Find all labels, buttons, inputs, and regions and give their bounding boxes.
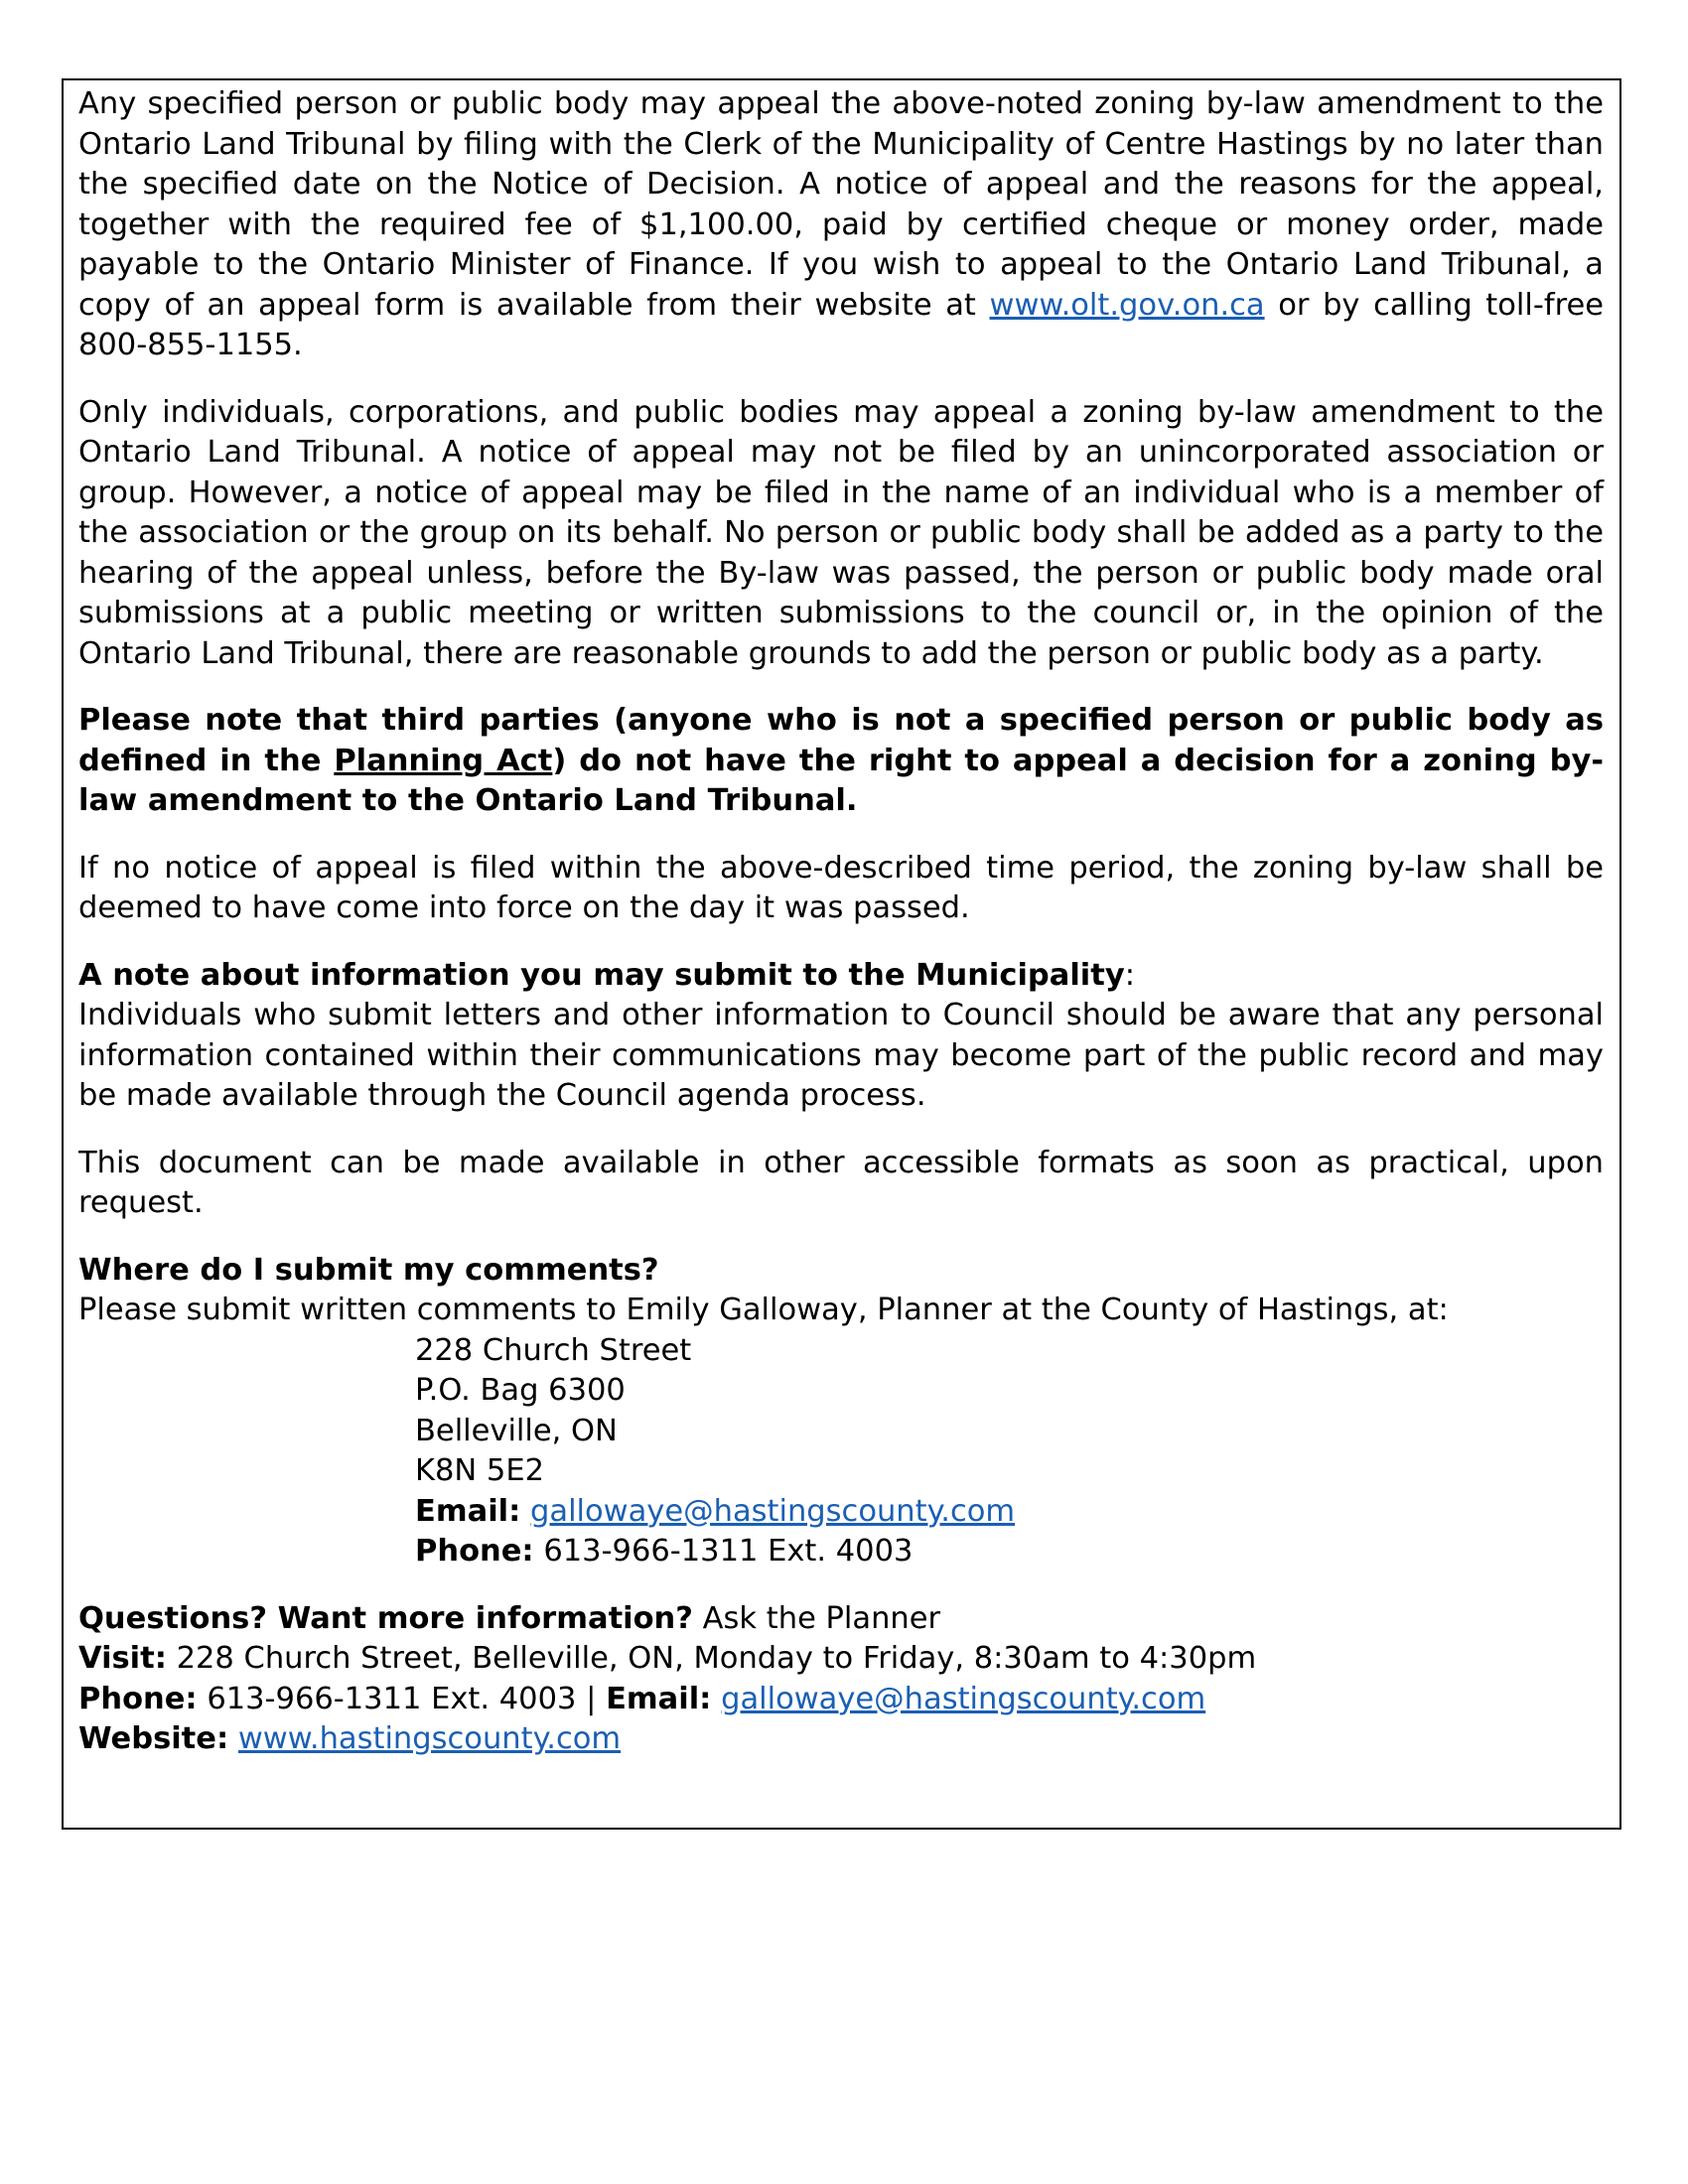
visit-details: 228 Church Street, Belleville, ON, Monday to Friday, 8:30am to 4:30pm bbox=[176, 1641, 1257, 1676]
visit-label: Visit: bbox=[78, 1641, 167, 1676]
submit-intro: Please submit written comments to Emily Galloway, Planner at the County of Hastings, at: bbox=[78, 1293, 1449, 1327]
address-city: Belleville, ON bbox=[415, 1413, 618, 1448]
privacy-text: Individuals who submit letters and other information to Council should be aware that any personal information contained within their communications may become part of the public record and may be made available through the Council agenda process. bbox=[78, 998, 1604, 1113]
address-email-label: Email: bbox=[415, 1493, 521, 1529]
appeal-tail: or by calling toll-free 800-855-1155. bbox=[78, 287, 1605, 362]
website-label: Website: bbox=[78, 1721, 229, 1756]
privacy-paragraph bbox=[78, 956, 1604, 1117]
address-po-bag: P.O. Bag 6300 bbox=[415, 1373, 626, 1408]
visit-line bbox=[78, 1639, 1604, 1680]
privacy-heading: A note about information you may submit to the Municipality bbox=[78, 957, 1125, 993]
appeal-paragraph bbox=[78, 84, 1604, 366]
third-parties-after: ) do not have the right to appeal a decision for a zoning by-law amendment to the Ontario Land Tribunal. bbox=[78, 743, 1604, 818]
third-parties-before: Please note that third parties (anyone who is not a specified person or public body as defined in the bbox=[78, 703, 1604, 778]
county-website-link[interactable]: www.hastingscounty.com bbox=[237, 1721, 622, 1756]
address-email-link[interactable]: gallowaye@hastingscounty.com bbox=[530, 1493, 1016, 1529]
questions-heading: Questions? Want more information? bbox=[78, 1600, 693, 1636]
contact-section bbox=[78, 1599, 1604, 1760]
no-appeal-paragraph: If no notice of appeal is filed within the above-described time period, the zoning by-law shall be deemed to have come into force on the day it was passed. bbox=[78, 850, 1604, 925]
address-phone-label: Phone: bbox=[415, 1534, 534, 1569]
privacy-heading-colon: : bbox=[1124, 957, 1135, 993]
contact-email-label: Email: bbox=[606, 1681, 712, 1716]
address-postal-code: K8N 5E2 bbox=[415, 1453, 544, 1488]
submit-comments-section bbox=[78, 1251, 1604, 1572]
mailing-address bbox=[78, 1331, 1604, 1572]
address-email-line bbox=[415, 1492, 1604, 1533]
contact-phone: 613-966-1311 Ext. 4003 | bbox=[207, 1681, 597, 1716]
website-line bbox=[78, 1719, 1604, 1760]
third-parties-paragraph bbox=[78, 701, 1604, 822]
address-phone-line bbox=[415, 1532, 1604, 1572]
planning-act-reference: Planning Act bbox=[334, 743, 553, 778]
phone-email-line bbox=[78, 1680, 1604, 1720]
contact-phone-label: Phone: bbox=[78, 1681, 198, 1716]
eligibility-paragraph: Only individuals, corporations, and public bodies may appeal a zoning by-law amendment to the Ontario Land Tribunal. A notice of appeal may not be filed by an unincorporated association or group. However, a notice of appeal may be filed in the name of an individual who is a member of the association or the group on its behalf. No person or public body shall be added as a party to the hearing of the appeal unless, before the By-law was passed, the person or public body made oral submissions at a public meeting or written submissions to the council or, in the opinion of the Ontario Land Tribunal, there are reasonable grounds to add the person or public body as a party. bbox=[78, 394, 1604, 671]
contact-email-link[interactable]: gallowaye@hastingscounty.com bbox=[721, 1681, 1206, 1716]
accessibility-paragraph: This document can be made available in other accessible formats as soon as practical, upon request. bbox=[78, 1145, 1604, 1220]
appeal-text: Any specified person or public body may appeal the above-noted zoning by-law amendment to the Ontario Land Tribunal by filing with the Clerk of the Municipality of Centre Hastings by no later than the specified date on the Notice of Decision. A notice of appeal and the reasons for the appeal, together with the required fee of $1,100.00, paid by certified cheque or money order, made payable to the Ontario Minister of Finance. If you wish to appeal to the Ontario Land Tribunal, a copy of an appeal form is available from their website at bbox=[78, 86, 1604, 323]
address-street: 228 Church Street bbox=[415, 1332, 692, 1368]
address-phone: 613-966-1311 Ext. 4003 bbox=[543, 1534, 914, 1569]
ask-planner: Ask the Planner bbox=[702, 1600, 941, 1636]
notice-frame bbox=[62, 78, 1621, 1830]
olt-website-link[interactable]: www.olt.gov.on.ca bbox=[989, 287, 1265, 323]
submit-heading: Where do I submit my comments? bbox=[78, 1252, 659, 1288]
questions-line bbox=[78, 1599, 1604, 1640]
